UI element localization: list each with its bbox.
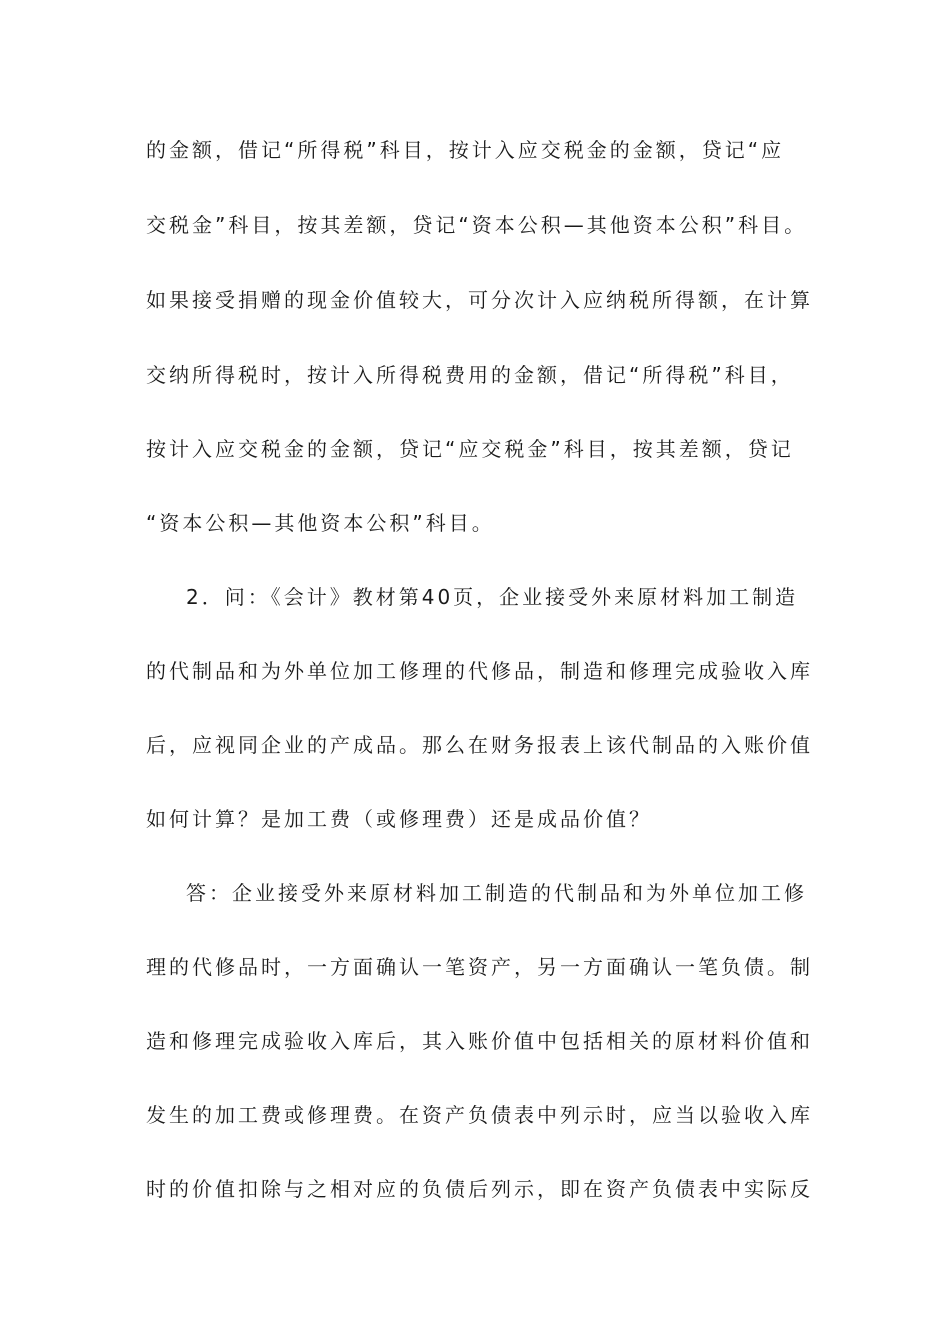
text-line: 的代制品和为外单位加工修理的代修品，制造和修理完成验收入库	[146, 659, 813, 683]
text-line: 交纳所得税时，按计入所得税费用的金额，借记“所得税”科目，	[146, 363, 794, 387]
answer-line: 答：企业接受外来原材料加工制造的代制品和为外单位加工修	[186, 881, 807, 905]
text-line: 造和修理完成验收入库后，其入账价值中包括相关的原材料价值和	[146, 1029, 813, 1053]
text-line: 理的代修品时，一方面确认一笔资产，另一方面确认一笔负债。制	[146, 955, 813, 979]
text-line: 后，应视同企业的产成品。那么在财务报表上该代制品的入账价值	[146, 733, 813, 757]
text-line: 时的价值扣除与之相对应的负债后列示，即在资产负债表中实际反	[146, 1177, 813, 1201]
text-line: 如果接受捐赠的现金价值较大，可分次计入应纳税所得额，在计算	[146, 288, 813, 312]
text-line: 交税金”科目，按其差额，贷记“资本公积—其他资本公积”科目。	[146, 213, 808, 237]
text-line: 如何计算？是加工费（或修理费）还是成品价值？	[146, 807, 652, 831]
question-line: 2．问：《会计》教材第40页，企业接受外来原材料加工制造	[186, 585, 799, 609]
text-line: 发生的加工费或修理费。在资产负债表中列示时，应当以验收入库	[146, 1103, 813, 1127]
text-line: 按计入应交税金的金额，贷记“应交税金”科目，按其差额，贷记	[146, 437, 794, 461]
text-line: “资本公积—其他资本公积”科目。	[146, 511, 495, 535]
text-line: 的金额，借记“所得税”科目，按计入应交税金的金额，贷记“应	[146, 138, 785, 162]
